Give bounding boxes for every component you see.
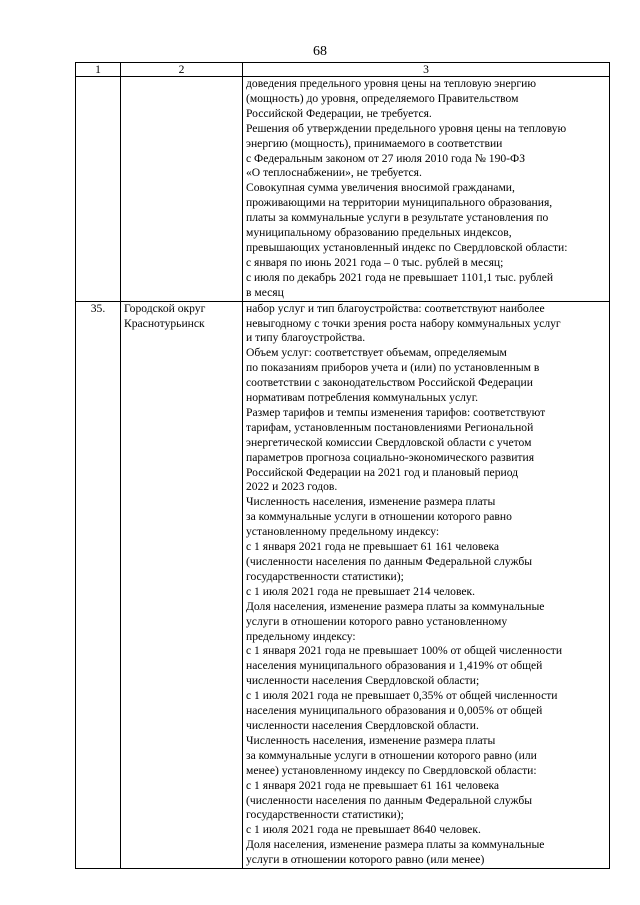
description-line: соответствии с законодательством Российской Федерации: [246, 376, 533, 390]
description-line: государственности статистики);: [246, 808, 404, 822]
description-line: Объем услуг: соответствует объемам, определяемым: [246, 346, 507, 360]
description-line: Российской Федерации, не требуется.: [246, 106, 432, 120]
description-line: тарифам, установленным постановлениями Региональной: [246, 420, 534, 434]
description-line: по показаниям приборов учета и (или) по установленным в: [246, 361, 540, 375]
description-line: с Федеральным законом от 27 июля 2010 года № 190-ФЗ: [246, 151, 526, 165]
description-line: невыгодному с точки зрения роста набору коммунальных услуг: [246, 316, 561, 330]
description-line: населения муниципального образования и 0,005% от общей: [246, 704, 543, 718]
description-line: Совокупная сумма увеличения вносимой гражданами,: [246, 181, 515, 195]
description-line: Доля населения, изменение размера платы за коммунальные: [246, 838, 545, 852]
column-header-3: 3: [243, 63, 610, 77]
description-line: численности населения Свердловской области;: [246, 674, 480, 688]
description-line: параметров прогноза социально-экономического развития: [246, 450, 535, 464]
row-number-cell: [76, 77, 121, 302]
description-cell: [243, 301, 610, 868]
municipality-name-cell: [121, 301, 243, 868]
municipality-name-line: Городской округ: [124, 301, 206, 315]
table-body: [76, 77, 610, 869]
column-header-2: 2: [121, 63, 243, 77]
description-line: Российской Федерации на 2021 год и плановый период: [246, 465, 519, 479]
description-line: Доля населения, изменение размера платы за коммунальные: [246, 599, 545, 613]
description-line: Численность населения, изменение размера платы: [246, 733, 496, 747]
page-number: 68: [313, 44, 327, 59]
description-cell: [243, 77, 610, 302]
municipality-name-line: Краснотурьинск: [124, 316, 205, 330]
description-line: услуги в отношении которого равно установленному: [246, 614, 508, 628]
row-number-cell: 35.: [76, 301, 121, 868]
description-line: с 1 июля 2021 года не превышает 214 человек.: [246, 584, 476, 598]
description-line: за коммунальные услуги в отношении которого равно: [246, 510, 512, 524]
description-line: платы за коммунальные услуги в результате установления по: [246, 211, 549, 225]
description-line: «О теплоснабжении», не требуется.: [246, 166, 422, 180]
description-line: Численность населения, изменение размера платы: [246, 495, 496, 509]
description-line: нормативам потребления коммунальных услуг.: [246, 391, 479, 405]
description-line: Решения об утверждении предельного уровня цены на тепловую: [246, 121, 567, 135]
description-line: доведения предельного уровня цены на тепловую энергию: [246, 77, 537, 90]
description-line: (мощность) до уровня, определяемого Правительством: [246, 91, 519, 105]
description-line: за коммунальные услуги в отношении которого равно (или: [246, 748, 537, 762]
description-line: с 1 января 2021 года не превышает 61 161 человека: [246, 540, 500, 554]
description-line: превышающих установленный индекс по Свердловской области:: [246, 240, 568, 254]
municipality-name-cell: [121, 77, 243, 302]
description-line: численности населения Свердловской области.: [246, 718, 479, 732]
description-line: Размер тарифов и темпы изменения тарифов: соответствуют: [246, 405, 546, 419]
column-header-1: 1: [76, 63, 121, 77]
description-line: государственности статистики);: [246, 569, 404, 583]
description-line: с 1 июля 2021 года не превышает 8640 человек.: [246, 823, 481, 837]
description-line: с 1 января 2021 года не превышает 61 161 человека: [246, 778, 500, 792]
table-row: [76, 77, 610, 302]
description-line: (численности населения по данным Федеральной службы: [246, 793, 533, 807]
description-line: с января по июнь 2021 года – 0 тыс. рублей в месяц;: [246, 255, 504, 269]
description-line: с 1 июля 2021 года не превышает 0,35% от общей численности: [246, 689, 558, 703]
description-line: предельному индексу:: [246, 629, 356, 643]
description-line: с 1 января 2021 года не превышает 100% от общей численности: [246, 644, 563, 658]
description-line: набор услуг и тип благоустройства: соответствуют наиболее: [246, 301, 545, 315]
description-line: услуги в отношении которого равно (или менее): [246, 853, 485, 867]
tariff-table: [75, 62, 610, 869]
description-line: энергетической комиссии Свердловской области с учетом: [246, 435, 532, 449]
table-header-row: [76, 63, 610, 77]
description-line: с июля по декабрь 2021 года не превышает 1101,1 тыс. рублей: [246, 270, 554, 284]
description-line: 2022 и 2023 годов.: [246, 480, 338, 494]
description-line: (численности населения по данным Федеральной службы: [246, 555, 533, 568]
table-row: [76, 301, 610, 868]
description-line: населения муниципального образования и 1,419% от общей: [246, 659, 543, 673]
description-line: менее) установленному индексу по Свердловской области:: [246, 763, 537, 777]
description-line: муниципальному образованию предельных индексов,: [246, 226, 512, 240]
description-line: и типу благоустройства.: [246, 331, 366, 345]
description-line: проживающими на территории муниципального образования,: [246, 196, 553, 210]
description-line: в месяц: [246, 285, 284, 299]
description-line: энергию (мощность), принимаемого в соответствии: [246, 136, 503, 150]
description-line: установленному предельному индексу:: [246, 525, 440, 539]
